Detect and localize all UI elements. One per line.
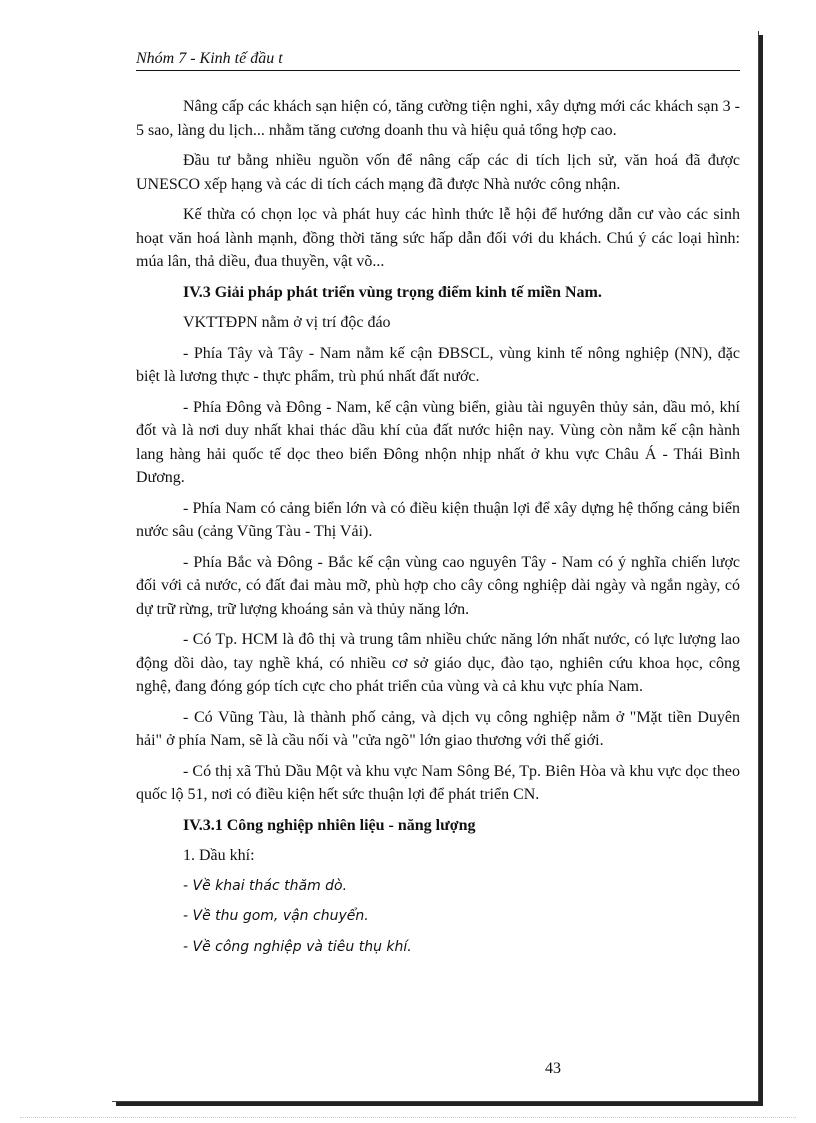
bullet-industry: - Về công nghiệp và tiêu thụ khí. [183, 938, 412, 955]
page-header: Nhóm 7 - Kinh tế đầu t [136, 50, 740, 71]
bullet-exploration: - Về khai thác thăm dò. [183, 877, 348, 894]
paragraph-location-intro: VKTTĐPN nằm ở vị trí độc đáo [183, 314, 391, 331]
paragraph-north: - Phía Bắc và Đông - Bắc kế cận vùng cao nguyên Tây - Nam có ý nghĩa chiến lược đối với cả nước, có đất đai màu mỡ, phù hợp cho cây công nghiệp dài ngày và ngắn ngày, có dự trữ rừng, trữ lượng khoáng sản và thủy năng lớn. [136, 553, 740, 618]
paragraph-west: - Phía Tây và Tây - Nam nằm kế cận ĐBSCL, vùng kinh tế nông nghiệp (NN), đặc biệt là lương thực - thực phẩm, trù phú nhất đất nước. [136, 344, 740, 385]
list-item-oil-gas: 1. Dầu khí: [183, 847, 255, 864]
paragraph-heritage: Đầu tư bằng nhiều nguồn vốn để nâng cấp các di tích lịch sử, văn hoá đã được UNESCO xếp hạng và các di tích cách mạng đã được Nhà nước công nhận. [136, 152, 740, 193]
section-heading-iv3: IV.3 Giải pháp phát triển vùng trọng điểm kinh tế miền Nam. [183, 283, 602, 301]
page-number: 43 [545, 1060, 561, 1077]
paragraph-thudaumot: - Có thị xã Thủ Dầu Một và khu vực Nam Sông Bé, Tp. Biên Hòa và khu vực dọc theo quốc lộ 51, nơi có điều kiện hết sức thuận lợi để phát triển CN. [136, 762, 740, 803]
section-heading-iv31: IV.3.1 Công nghiệp nhiên liệu - năng lượng [183, 816, 476, 834]
paragraph-hcm: - Có Tp. HCM là đô thị và trung tâm nhiều chức năng lớn nhất nước, có lực lượng lao động dồi dào, tay nghề khá, có nhiều cơ sở giáo dục, đào tạo, nghiên cứu khoa học, công nghệ, đang đóng góp tích cực cho phát triển của vùng và cả khu vực phía Nam. [136, 631, 740, 695]
paragraph-south: - Phía Nam có cảng biển lớn và có điều kiện thuận lợi để xây dựng hệ thống cảng biển nước sâu (cảng Vũng Tàu - Thị Vải). [136, 499, 740, 540]
document-body [136, 95, 740, 966]
paragraph-festivals: Kế thừa có chọn lọc và phát huy các hình thức lễ hội để hướng dẫn cư vào các sinh hoạt văn hoá lành mạnh, đồng thời tăng sức hấp dẫn đối với du khách. Chú ý các loại hình: múa lân, thả diều, đua thuyền, vật võ... [136, 206, 740, 270]
page-bottom-border [20, 1117, 796, 1118]
paragraph-hotels: Nâng cấp các khách sạn hiện có, tăng cường tiện nghi, xây dựng mới các khách sạn 3 - 5 sao, làng du lịch... nhằm tăng cương doanh thu và hiệu quả tổng hợp cao. [136, 98, 740, 139]
bullet-collection: - Về thu gom, vận chuyển. [183, 908, 369, 924]
paragraph-vungtau: - Có Vũng Tàu, là thành phố cảng, và dịch vụ công nghiệp nằm ở "Mặt tiền Duyên hải" ở phía Nam, sẽ là cầu nối và "cửa ngõ" lớn giao thương với thế giới. [136, 708, 740, 749]
paragraph-east: - Phía Đông và Đông - Nam, kế cận vùng biển, giàu tài nguyên thủy sản, dầu mỏ, khí đốt và là nơi duy nhất khai thác dầu khí của đất nước hiện nay. Vùng còn nằm kế cận hành lang hàng hải quốc tế dọc theo biển Đông nhộn nhịp nhất ở khu vực Châu Á - Thái Bình Dương. [136, 398, 740, 486]
